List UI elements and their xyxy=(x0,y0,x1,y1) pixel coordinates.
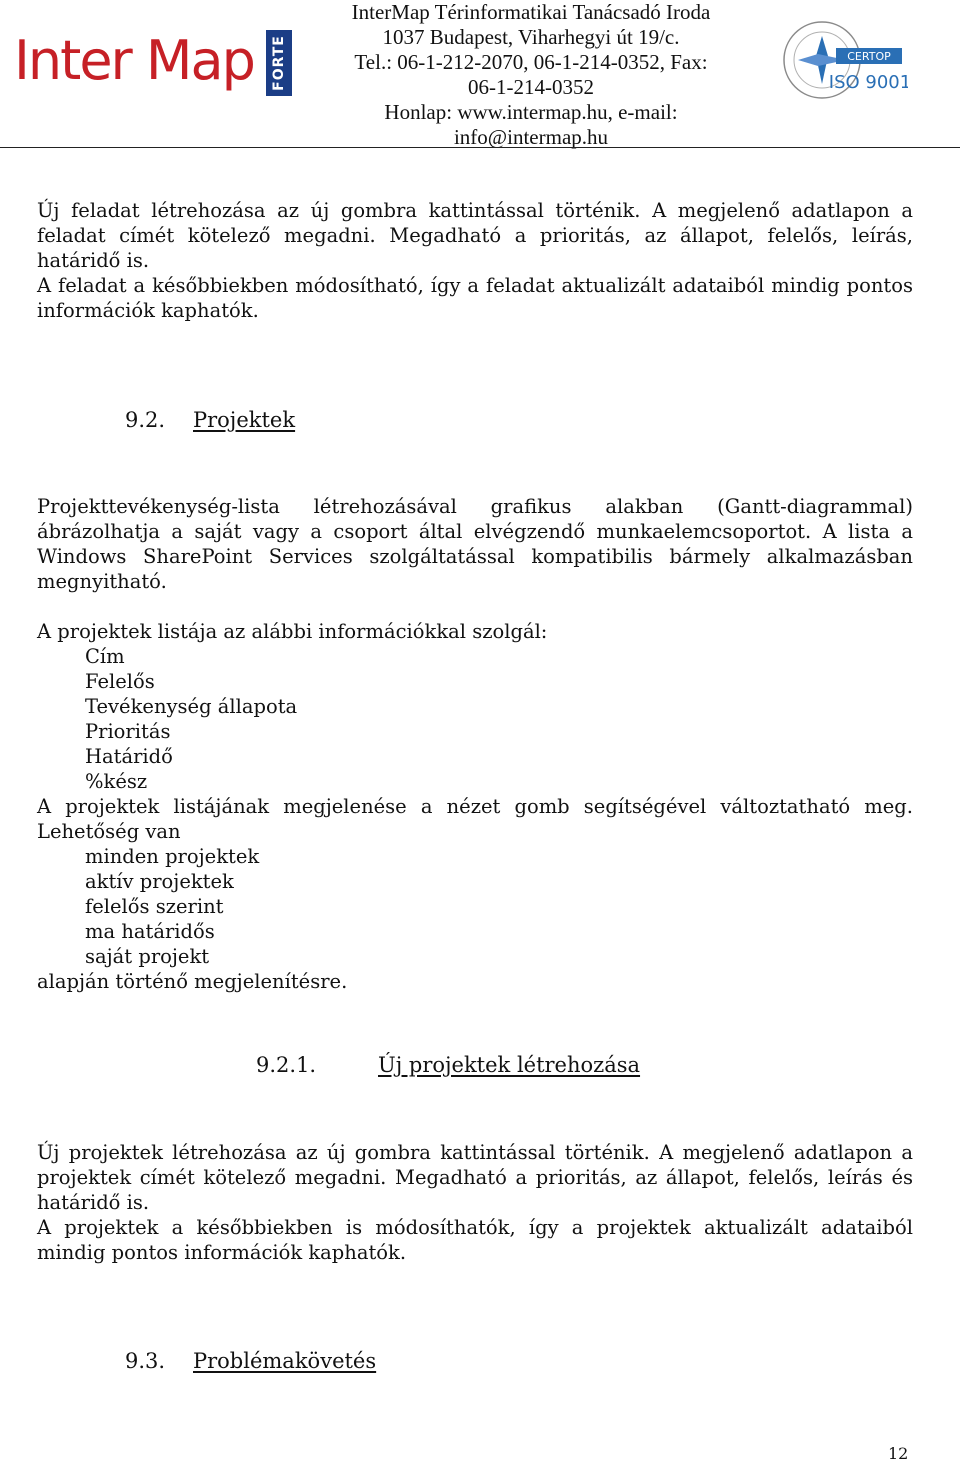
view-item-by-owner: felelős szerint xyxy=(85,895,224,918)
section-title: Projektek xyxy=(193,408,296,432)
info-item-owner: Felelős xyxy=(85,670,155,693)
company-info xyxy=(300,0,762,150)
section-9-3-heading xyxy=(0,1349,960,1375)
forte-label: FORTE xyxy=(271,35,287,91)
section-number: 9.3. xyxy=(125,1349,166,1373)
new-project-paragraph-1 xyxy=(37,1140,913,1215)
projects-description-text: Projekttevékenység-lista létrehozásával grafikus alakban (Gantt-diagrammal) ábrázolhatja a saját vagy a csoport által elvégzendő munkaelemcsoportot. A lista a Windows SharePoint Services szolgáltatással kompatibilis bármely alkalmazásban megnyitható. xyxy=(37,495,913,593)
company-phone: Tel.: 06-1-212-2070, 06-1-214-0352, Fax: xyxy=(354,50,708,74)
info-item-status: Tevékenység állapota xyxy=(85,695,298,718)
intro-paragraph-2 xyxy=(37,273,913,323)
company-email: info@intermap.hu xyxy=(453,125,609,149)
info-item-title: Cím xyxy=(85,645,125,668)
forte-badge xyxy=(266,30,292,96)
info-item-deadline: Határidő xyxy=(85,745,173,768)
intro-text-1: Új feladat létrehozása az új gombra kattintással történik. A megjelenő adatlapon a feladat címét kötelező megadni. Megadható a prioritás, az állapot, felelős, leírás, határidő is. xyxy=(37,199,913,272)
company-address: 1037 Budapest, Viharhegyi út 19/c. xyxy=(382,25,680,49)
header-divider xyxy=(0,147,960,148)
page-number: 12 xyxy=(888,1444,909,1463)
info-item-percent-complete: %kész xyxy=(85,770,148,793)
company-web: Honlap: www.intermap.hu, e-mail: xyxy=(384,100,678,124)
section-9-2-heading xyxy=(0,408,960,434)
view-closing-text: alapján történő megjelenítésre. xyxy=(37,970,348,993)
view-item-due-today: ma határidős xyxy=(85,920,215,943)
view-item-own-project: saját projekt xyxy=(85,945,210,968)
view-description-text: A projektek listájának megjelenése a nézet gomb segítségével változtatható meg. xyxy=(37,795,913,818)
section-number: 9.2. xyxy=(125,408,166,432)
section-9-2-1-heading xyxy=(0,1053,960,1079)
subsection-number: 9.2.1. xyxy=(256,1053,317,1077)
new-project-text-2: A projektek a későbbiekben is módosíthatók, így a projektek aktualizált adataiból mindig pontos információk kaphatók. xyxy=(37,1216,913,1264)
new-project-text-1: Új projektek létrehozása az új gombra kattintással történik. A megjelenő adatlapon a projektek címét kötelező megadni. Megadható a prioritás, az állapot, felelős, leírás és határidő is. xyxy=(37,1141,913,1214)
projects-list-intro: A projektek listája az alábbi információkkal szolgál: xyxy=(37,620,548,643)
view-description xyxy=(37,794,913,819)
possibility-text: Lehetőség van xyxy=(37,820,181,843)
intermap-logo: Inter Map xyxy=(14,29,254,92)
company-fax: 06-1-214-0352 xyxy=(468,75,594,99)
projects-description xyxy=(37,494,913,594)
info-item-priority: Prioritás xyxy=(85,720,171,743)
cert-iso-label: ISO 9001 xyxy=(828,72,908,93)
subsection-title: Új projektek létrehozása xyxy=(378,1053,641,1077)
new-project-paragraph-2 xyxy=(37,1215,913,1265)
company-name: InterMap Térinformatikai Tanácsadó Iroda xyxy=(351,0,711,24)
intro-text-2: A feladat a későbbiekben módosítható, így a feladat aktualizált adataiból mindig pontos információk kaphatók. xyxy=(37,274,913,322)
cert-brand: CERTOP xyxy=(847,50,891,63)
iso-certificate-logo xyxy=(778,18,908,104)
intro-paragraph-1 xyxy=(37,198,913,273)
view-item-active-projects: aktív projektek xyxy=(85,870,234,893)
view-item-all-projects: minden projektek xyxy=(85,845,260,868)
section-title: Problémakövetés xyxy=(193,1349,377,1373)
